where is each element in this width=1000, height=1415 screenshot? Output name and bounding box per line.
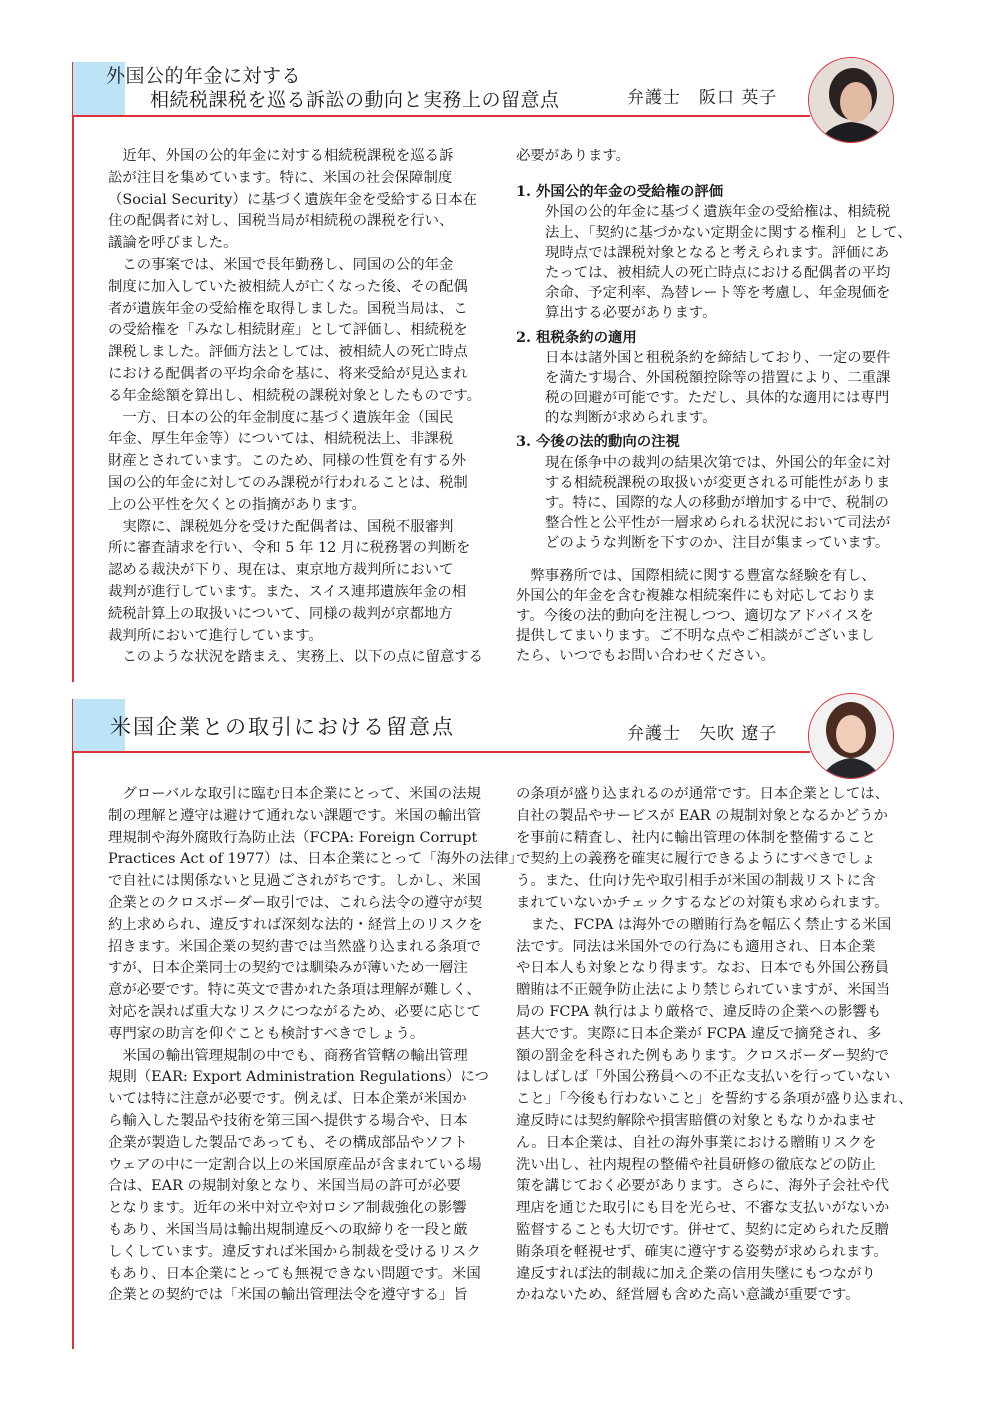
text-line: 認める裁決が下り、現在は、東京地方裁判所において: [108, 562, 454, 579]
list-item-line: 余命、予定利率、為替レート等を考慮し、年金現価を: [545, 285, 891, 302]
text-line: ら輸入した製品や技術を第三国へ提供する場合や、日本: [108, 1112, 468, 1129]
article2-title: 米国企業との取引における留意点: [110, 715, 455, 739]
text-line: 財産とされています。このため、同様の性質を有する外: [108, 453, 467, 470]
text-line: もあり、米国当局は輸出規制違反への取締りを一段と厳: [108, 1221, 468, 1238]
list-item-heading: 2. 租税条約の適用: [516, 328, 637, 346]
text-line: 約上求められ、違反すれば深刻な法的・経営上のリスクを: [108, 916, 483, 933]
list-item-line: を満たす場合、外国税額控除等の措置により、二重課: [545, 369, 891, 386]
text-line: す。今後の法的動向を注視しつつ、適切なアドバイスを: [516, 607, 874, 624]
text-line: や日本人も対象となり得ます。なお、日本でも外国公務員: [516, 960, 890, 977]
author-portrait-icon: [809, 694, 893, 778]
text-line: この事案では、米国で長年勤務し、同国の公的年金: [108, 256, 454, 273]
article1-title-line1: 外国公的年金に対する: [106, 65, 302, 87]
text-line: 監督することも大切です。併せて、契約に定められた反贈: [516, 1221, 889, 1238]
text-line: 住の配偶者に対し、国税当局が相続税の課税を行い、: [108, 213, 454, 230]
text-line: いては特に注意が必要です。例えば、日本企業が米国か: [108, 1091, 467, 1108]
text-line: における配偶者の平均余命を基に、将来受給が見込まれ: [108, 365, 468, 382]
text-line: 意が必要です。特に英文で書かれた条項は理解が難しく、: [108, 982, 481, 999]
text-line: 近年、外国の公的年金に対する相続税課税を巡る訴: [108, 148, 454, 164]
article1-left-column: [108, 146, 486, 669]
text-line: 年金、厚生年金等）については、相続税法上、非課税: [108, 431, 454, 448]
list-item-line: 現在係争中の裁判の結果次第では、外国公的年金に対: [545, 454, 891, 471]
author-portrait-icon: [809, 58, 893, 142]
text-line: の条項が盛り込まれるのが通常です。日本企業としては、: [516, 786, 890, 802]
text-line: う。また、仕向け先や取引相手が米国の制裁リストに含: [516, 873, 876, 890]
text-line: しくしています。違反すれば米国から制裁を受けるリスク: [108, 1243, 481, 1260]
text-line: まれていないかチェックするなどの対策も求められます。: [516, 894, 889, 911]
list-item-heading: 1. 外国公的年金の受給権の評価: [516, 183, 724, 201]
text-line: 額の罰金を科された例もあります。クロスボーダー契約で: [516, 1047, 890, 1064]
text-line: で契約上の義務を確実に履行できるようにすべきでしょ: [516, 851, 876, 868]
text-line: 洗い出し、社内規程の整備や社員研修の徹底などの防止: [516, 1156, 876, 1173]
text-line: 企業とのクロスボーダー取引では、これら法令の遵守が契: [108, 894, 483, 911]
text-line: 米国の輸出管理規制の中でも、商務省管轄の輸出管理: [108, 1047, 468, 1064]
article2-author: 弁護士 矢吹 遼子: [627, 724, 778, 744]
text-line: このような状況を踏まえ、実務上、以下の点に留意する: [108, 649, 484, 666]
text-line: はしばしば「外国公務員への不正な支払いを行っていない: [516, 1069, 891, 1086]
text-line: 対応を誤れば重大なリスクにつながるため、必要に応じて: [108, 1003, 482, 1020]
text-line: 弊事務所では、国際相続に関する豊富な経験を有し、: [516, 567, 876, 584]
list-item-line: たっては、被相続人の死亡時点における配偶者の平均: [545, 264, 891, 281]
text-line: 制の理解と遵守は避けて通れない課題です。米国の輸出管: [108, 807, 482, 824]
text-line: 甚大です。実際に日本企業が FCPA 違反で摘発され、多: [516, 1025, 882, 1042]
text-line: 規則（EAR: Export Administration Regulations）につ: [108, 1069, 489, 1086]
text-line: もあり、日本企業にとっても無視できない問題です。米国: [108, 1265, 481, 1282]
list-item-line: 現時点では課税対象となると考えられます。評価にあ: [545, 244, 890, 261]
text-line: 理規制や海外腐敗行為防止法（FCPA: Foreign Corrupt: [108, 829, 478, 846]
list-item-line: 税の回避が可能です。ただし、具体的な適用には専門: [545, 390, 890, 407]
list-item-line: 算出する必要があります。: [545, 305, 717, 322]
text-line: 専門家の助言を仰ぐことも検討すべきでしょう。: [108, 1025, 425, 1042]
list-item-heading: 3. 今後の法的動向の注視: [516, 433, 680, 451]
list-item-line: どのような判断を下すのか、注目が集まっています。: [545, 535, 890, 552]
text-line: る年金総額を算出し、相続税の課税対象としたものです。: [108, 387, 482, 404]
text-line: グローバルな取引に臨む日本企業にとって、米国の法規: [108, 786, 481, 802]
text-line: 制度に加入していた被相続人が亡くなった後、その配偶: [108, 278, 468, 295]
text-line: 企業との契約では「米国の輸出管理法令を遵守する」旨: [108, 1287, 468, 1304]
article2-accent-vertical-line: [72, 699, 74, 1349]
article2-header-rule: [72, 751, 810, 753]
article2-right-column: [516, 784, 913, 1307]
article1-right-column: [516, 146, 912, 667]
list-item-line: 外国の公的年金に基づく遺族年金の受給権は、相続税: [545, 204, 891, 221]
article1-header-rule: [72, 115, 810, 117]
text-line: ん。日本企業は、自社の海外事業における贈賄リスクを: [516, 1134, 877, 1151]
article1-accent-vertical-line: [72, 62, 74, 682]
text-line: 訟が注目を集めています。特に、米国の社会保障制度: [108, 169, 453, 186]
text-line: の受給権を「みなし相続財産」として評価し、相続税を: [108, 322, 468, 339]
text-line: 課税しました。評価方法としては、被相続人の死亡時点: [108, 344, 468, 361]
text-line: かねないため、経営層も含めた高い意識が重要です。: [516, 1287, 860, 1304]
text-line: すが、日本企業同士の契約では馴染みが薄いため一層注: [108, 960, 468, 977]
text-line: 贈賄は不正競争防止法により禁じられていますが、米国当: [516, 982, 891, 999]
list-item-line: 法上、「契約に基づかない定期金に関する権利」として、: [545, 224, 912, 241]
text-line: （Social Security）に基づく遺族年金を受給する日本在: [108, 191, 478, 208]
paragraph-gap: [516, 554, 894, 566]
list-item-line: す。特に、国際的な人の移動が増加する中で、税制の: [545, 495, 889, 511]
list-item-line: 整合性と公平性が一層求められる状況において司法が: [545, 515, 891, 532]
text-line: 企業が製造した製品であっても、その構成部品やソフト: [108, 1134, 468, 1151]
list-item-line: 的な判断が求められます。: [545, 410, 717, 427]
text-line: ウェアの中に一定割合以上の米国原産品が含まれている場: [108, 1156, 482, 1173]
text-line: 招きます。米国企業の契約書では当然盛り込まれる条項で: [108, 938, 482, 955]
text-line: で自社には関係ないと見過ごされがちです。しかし、米国: [108, 873, 481, 890]
text-line: また、FCPA は海外での贈賄行為を幅広く禁止する米国: [516, 916, 892, 933]
text-line: Practices Act of 1977）は、日本企業にとって「海外の法律」: [108, 851, 523, 868]
text-line: 賄条項を軽視せず、確実に遵守する姿勢が求められます。: [516, 1243, 888, 1260]
text-line: 外国公的年金を含む複雑な相続案件にも対応しておりま: [516, 587, 876, 604]
list-item-line: 日本は諸外国と租税条約を締結しており、一定の要件: [545, 349, 891, 366]
paragraph-gap: [516, 166, 894, 178]
text-line: 実際に、課税処分を受けた配偶者は、国税不服審判: [108, 518, 454, 535]
article2-author-photo: [808, 693, 894, 779]
text-line: 裁判が進行しています。また、スイス連邦遺族年金の相: [108, 583, 467, 600]
text-line: 所に審査請求を行い、令和 5 年 12 月に税務署の判断を: [108, 540, 471, 557]
text-line: 策を講じておく必要があります。さらに、海外子会社や代: [516, 1178, 890, 1195]
text-line: 違反すれば法的制裁に加え企業の信用失墜にもつながり: [516, 1265, 876, 1282]
intro-line: 必要があります。: [516, 148, 630, 164]
text-line: 提供してまいります。ご不明な点やご相談がございまし: [516, 628, 875, 645]
article1-title-line2: 相続税課税を巡る訴訟の動向と実務上の留意点: [150, 89, 560, 111]
text-line: 違反時には契約解除や損害賠償の対象ともなりかねませ: [516, 1112, 876, 1129]
text-line: 自社の製品やサービスが EAR の規制対象となるかどうか: [516, 807, 888, 824]
text-line: を事前に精査し、社内に輸出管理の体制を整備すること: [516, 829, 876, 846]
text-line: 上の公平性を欠くとの指摘があります。: [108, 496, 366, 513]
text-line: 国の公的年金に対してのみ課税が行われることは、税制: [108, 474, 468, 491]
text-line: となります。近年の米中対立や対ロシア制裁強化の影響: [108, 1200, 467, 1217]
text-line: 裁判所において進行しています。: [108, 627, 323, 644]
text-line: 局の FCPA 執行はより厳格で、違反時の企業への影響も: [516, 1003, 882, 1020]
text-line: 者が遺族年金の受給権を取得しました。国税当局は、こ: [108, 300, 468, 317]
text-line: こと」「今後も行わないこと」を誓約する条項が盛り込まれ、: [516, 1091, 913, 1108]
article1-author-photo: [808, 57, 894, 143]
text-line: 一方、日本の公的年金制度に基づく遺族年金（国民: [108, 409, 454, 426]
list-item-line: する相続税課税の取扱いが変更される可能性がありま: [545, 474, 891, 491]
article1-author: 弁護士 阪口 英子: [627, 88, 778, 108]
text-line: 法です。同法は米国外での行為にも適用され、日本企業: [516, 938, 876, 955]
text-line: 理店を通じた取引にも目を光らせ、不審な支払いがないか: [516, 1200, 890, 1217]
article2-left-column: [108, 784, 523, 1307]
text-line: たら、いつでもお問い合わせください。: [516, 648, 776, 665]
text-line: 合は、EAR の規制対象となり、米国当局の許可が必要: [108, 1178, 461, 1195]
text-line: 続税計算上の取扱いについて、同様の裁判が京都地方: [108, 605, 453, 622]
text-line: 議論を呼びました。: [108, 235, 238, 252]
